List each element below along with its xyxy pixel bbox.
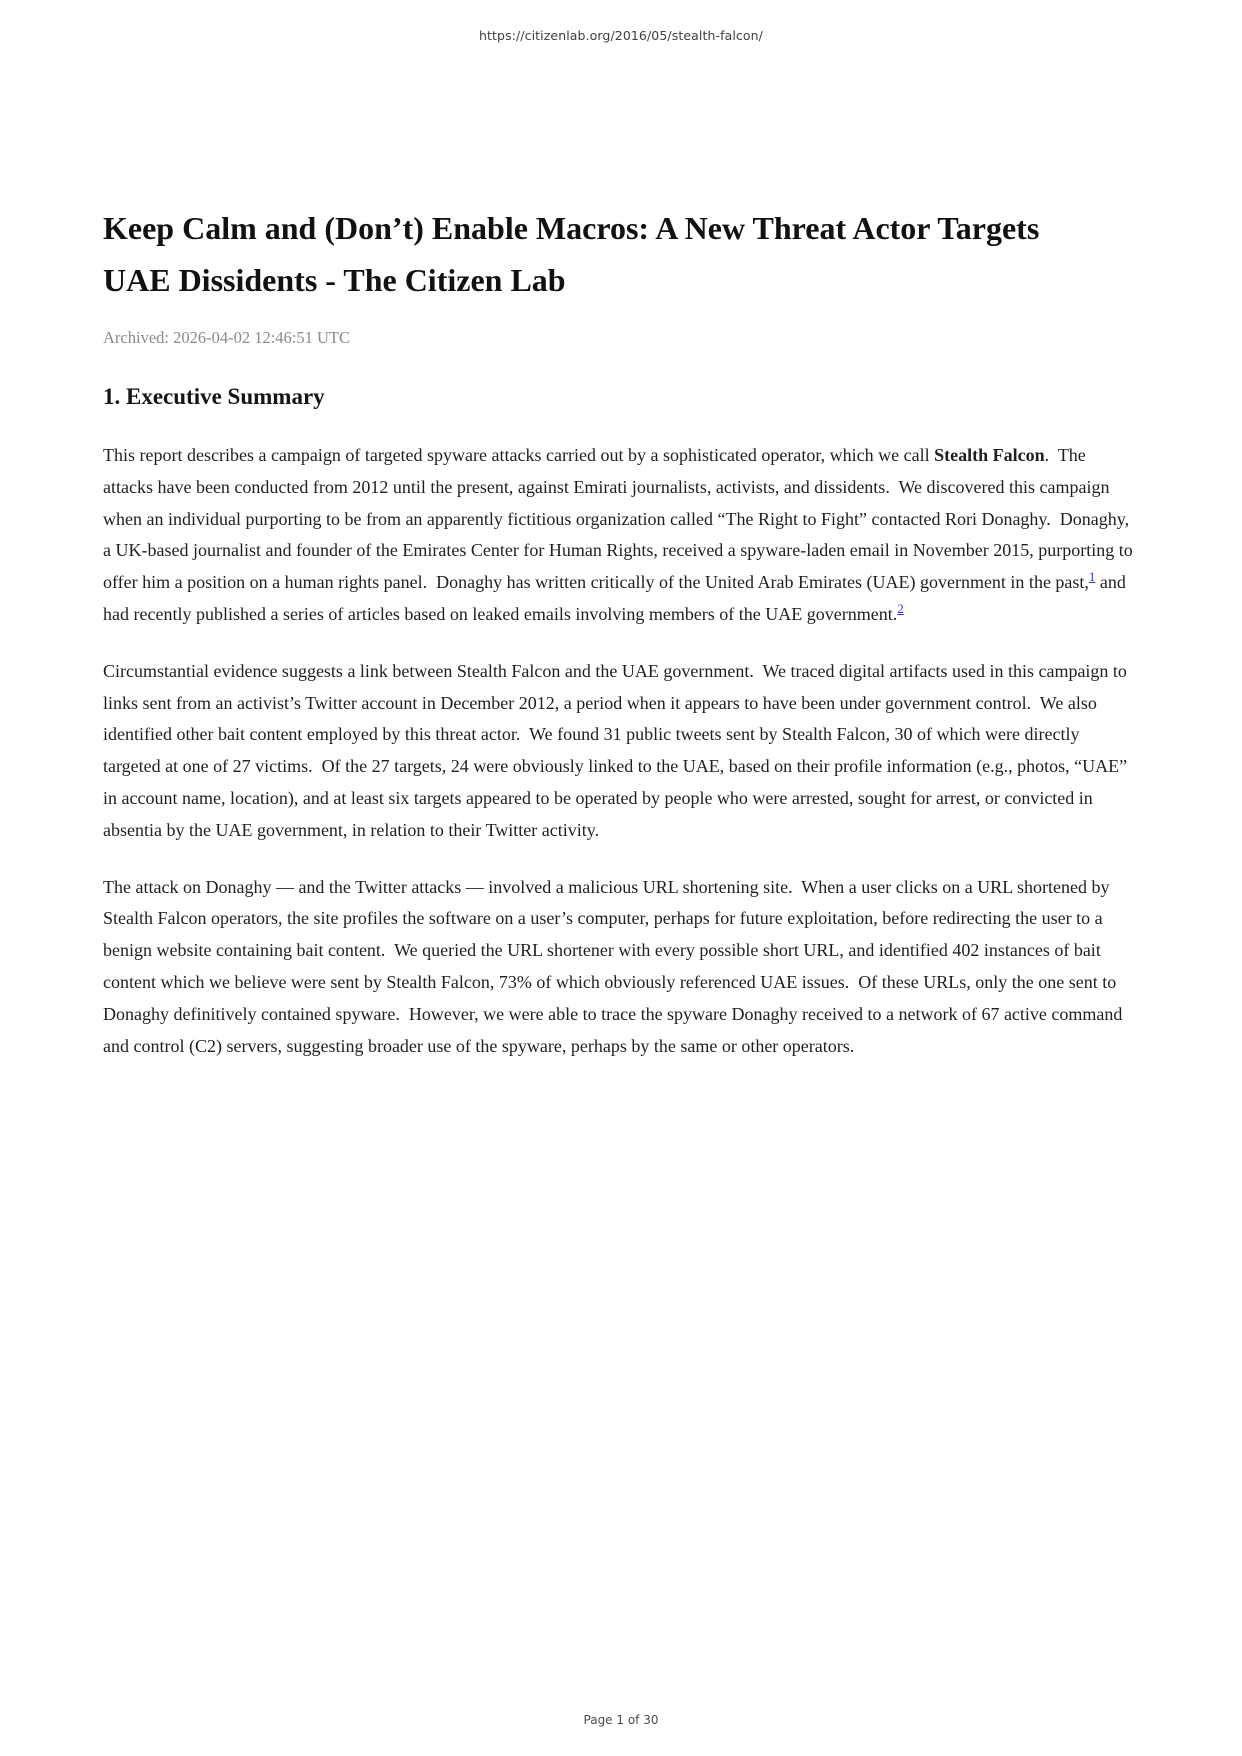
text-run: . The attacks have been conducted from 2012 until the present, against Emirati journalists, activists, and dissidents. We discovered this campaign when an individual purporting to be from an apparently fictitious organization called “The Right to Fight” contacted Rori Donaghy. Donaghy, a UK-based journalist and founder of the Emirates Center for Human Rights, received a spyware-laden email in November 2015, purporting to offer him a position on a human rights panel. Donaghy has written critically of the United Arab Emirates (UAE) government in the past, — [103, 445, 1138, 593]
page-title-line-2: UAE Dissidents - The Citizen Lab — [103, 262, 566, 298]
text-run: and had recently published a series of articles based on leaked emails involving members of the UAE government. — [103, 572, 1131, 624]
page-title — [103, 202, 1139, 306]
text-run: Circumstantial evidence suggests a link between Stealth Falcon and the UAE government. We traced digital artifacts used in this campaign to links sent from an activist’s Twitter account in December 2012, a period when it appears to have been under government control. We also identified other bait content employed by this threat actor. We found 31 public tweets sent by Stealth Falcon, 30 of which were directly targeted at one of 27 victims. Of the 27 targets, 24 were obviously linked to the UAE, based on their profile information (e.g., photos, “UAE” in account name, location), and at least six targets appeared to be operated by people who were arrested, sought for arrest, or convicted in absentia by the UAE government, in relation to their Twitter activity. — [103, 660, 1132, 840]
text-run: This report describes a campaign of targeted spyware attacks carried out by a sophisticated operator, which we call — [103, 445, 935, 465]
footnote-link-2[interactable]: 2 — [897, 600, 904, 616]
page-number-footer: Page 1 of 30 — [583, 1713, 659, 1727]
section-heading-executive-summary: 1. Executive Summary — [103, 384, 325, 409]
paragraph — [103, 656, 1139, 847]
document-page — [103, 0, 1139, 1062]
paragraph — [103, 872, 1139, 1063]
text-run: The attack on Donaghy — and the Twitter attacks — involved a malicious URL shortening site. When a user clicks on a URL shortened by Stealth Falcon operators, the site profiles the software on a user’s computer, perhaps for future exploitation, before redirecting the user to a benign website containing bait content. We queried the URL shortener with every possible short URL, and identified 402 instances of bait content which we believe were sent by Stealth Falcon, 73% of which obviously referenced UAE issues. Of these URLs, only the one sent to Donaghy definitively contained spyware. However, we were able to trace the spyware Donaghy received to a network of 67 active command and control (C2) servers, suggesting broader use of the spyware, perhaps by the same or other operators. — [103, 876, 1127, 1056]
page-url-header: https://citizenlab.org/2016/05/stealth-falcon/ — [479, 28, 763, 43]
article-body — [103, 440, 1139, 1062]
bold-text-run: Stealth Falcon — [934, 445, 1045, 465]
page-title-line-1: Keep Calm and (Don’t) Enable Macros: A New Threat Actor Targets — [103, 210, 1040, 246]
paragraph — [103, 440, 1139, 631]
footnote-link-1[interactable]: 1 — [1088, 569, 1096, 585]
archived-timestamp: Archived: 2026-04-02 12:46:51 UTC — [103, 328, 351, 347]
